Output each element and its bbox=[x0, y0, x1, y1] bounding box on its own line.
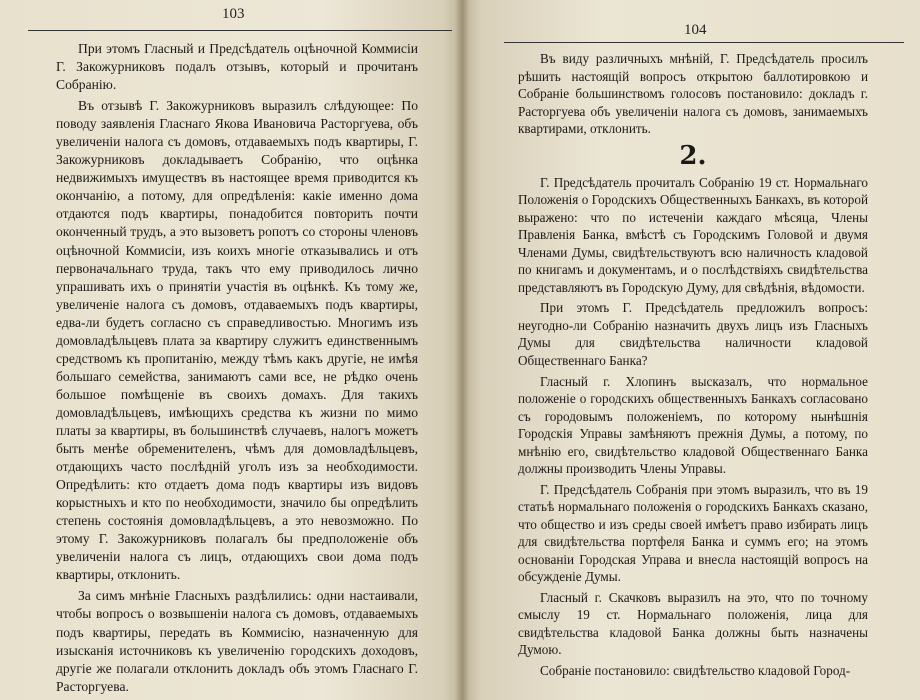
paragraph: Гласный г. Хлопинъ высказалъ, что нормальное положенiе о городскихъ общественныхъ Банкахъ согласовано съ городовымъ положенiемъ, по которому нынѣшнiя Городскiя Управы замѣняютъ прежнiя Думы, а потому, по мнѣнiю его, свидѣтельство кладовой Общественнаго Банка должны производить Члены Управы. bbox=[518, 373, 868, 477]
paragraph: За симъ мнѣнiе Гласныхъ раздѣлились: одни настаивали, чтобы вопросъ о возвышенiи налога съ домовъ, отдаваемыхъ подъ квартиры, передать въ Коммисiю, назначенную для изысканiя источниковъ къ увеличенiю городскихъ доходовъ, другiе же полагали отклонить докладъ объ этомъ Гласнаго Г. Расторгуева. bbox=[56, 588, 418, 694]
header-rule-right bbox=[504, 42, 904, 43]
book-gutter bbox=[455, 0, 469, 700]
section-number: 2. bbox=[679, 140, 707, 171]
left-page-text bbox=[56, 40, 418, 696]
paragraph: При этомъ Г. Предсѣдатель предложилъ вопросъ: неугодно-ли Собранiю назначить двухъ лицъ изъ Гласныхъ Думы для свидѣтельства наличности кладовой Общественнаго Банка? bbox=[518, 300, 868, 368]
page-number-left: 103 bbox=[222, 6, 245, 22]
right-page bbox=[462, 0, 920, 700]
paragraph: При этомъ Гласный и Предсѣдатель оцѣночной Коммисiи Г. Закожурниковъ подалъ отзывъ, который и прочитанъ Собранiю. bbox=[56, 41, 418, 93]
paragraph: Гласный г. Скачковъ выразилъ на это, что по точному смыслу 19 ст. Нормальнаго положенiя, лица для свидѣтельства кладовой Банка должны быть назначены Думою. bbox=[518, 589, 868, 658]
paragraph: Собранiе постановило: свидѣтельство кладовой Город- bbox=[540, 663, 851, 678]
paragraph: Въ отзывѣ Г. Закожурниковъ выразилъ слѣдующее: По поводу заявленiя Гласнаго Якова Ивановича Расторгуева, объ увеличенiи налога съ домовъ, отдаваемыхъ подъ квартиры, Г. Закожурниковъ докладываетъ Собранiю, что оцѣнка недвижимыхъ имуществъ въ настоящее время приводится къ окончанiю, а потому, для опредѣленiя: какiе именно дома отдаются подъ квартиры, понадобится повторить почти оконченный трудъ, а это вызоветъ ропотъ со стороны членовъ оцѣночной Коммисiи, изъ коихъ многiе отказывались и отъ первоначальнаго труда, такъ что ему приводилось лично упрашивать ихъ о принятiи участiя въ оцѣнкѣ. Къ тому же, увеличенiе налога съ домовъ, отдаваемыхъ подъ квартиры, едва-ли будетъ согласно съ справедливостью. Многимъ изъ домовладѣльцевъ плата за квартиру служитъ единственнымъ средствомъ къ пропитанiю, между тѣмъ какъ другiе, не имѣя большаго семейства, занимаютъ сами все, не рѣдко очень большое помѣщенiе въ своихъ домахъ. Для такихъ домовладѣльцевъ, имѣющихъ средства къ жизни по мимо платы за квартиры, въ большинствѣ случаевъ, налогъ можетъ быть менѣе обременителенъ, чѣмъ для домовладѣльцевъ, отдающихъ часто послѣднiй уголъ изъ за необходимости. Опредѣлить: кто отдаетъ дома подъ квартиры изъ видовъ корыстныхъ и кто по необходимости, значило бы опредѣлить степень состоянiя домовладѣльцевъ, а это невозможно. По этому Г. Закожурниковъ полагалъ бы предположенiе объ увеличенiи налога съ лицъ, отдающихъ свои дома подъ квартиры, отклонить. bbox=[56, 98, 418, 583]
header-rule-left bbox=[28, 30, 452, 31]
paragraph: Г. Предсѣдатель прочиталъ Собранiю 19 ст. Нормальнаго Положенiя о Городскихъ Общественныхъ Банкахъ, въ которой выражено: что по истеченiи каждаго мѣсяца, Члены Правленiя Банка, вмѣстѣ съ Городскимъ Головой и двумя Членами Думы, свидѣтельствуютъ всю наличность кладовой по книгамъ и документамъ, и о послѣдствiяхъ свидѣтельства представляютъ въ Городскую Думу, для свѣдѣнiя, вѣдомости. bbox=[518, 174, 868, 295]
paragraph: Въ виду различныхъ мнѣнiй, Г. Предсѣдатель просилъ рѣшить настоящiй вопросъ открытою баллотировкою и Собранiе большинствомъ голосовъ постановило: докладъ г. Расторгуева объ увеличенiи налога съ домовъ, занимаемыхъ квартирами, отклонить. bbox=[518, 51, 868, 137]
page-number-right: 104 bbox=[684, 22, 707, 38]
right-page-text bbox=[518, 50, 868, 680]
paragraph: Г. Предсѣдатель Собранiя при этомъ выразилъ, что въ 19 статьѣ нормальнаго положенiя о городскихъ Банкахъ сказано, что общество и изъ среды своей имѣетъ право избирать лицъ для свидѣтельства портфеля Банка и суммъ его; на этомъ основанiи Городская Управа и внесла настоящiй вопросъ на обсужденiе Думы. bbox=[518, 481, 868, 585]
